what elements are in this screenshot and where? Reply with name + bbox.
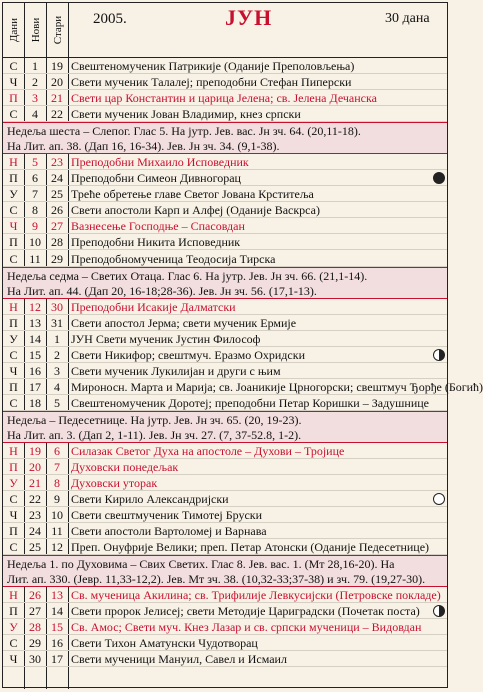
- day-row: [3, 539, 447, 555]
- new-style-label: Нови: [29, 17, 42, 43]
- old-style-date: 31: [51, 315, 63, 330]
- old-style-column-header: [47, 3, 69, 57]
- day-row: [3, 459, 447, 475]
- new-style-date: 6: [32, 171, 38, 186]
- weekday-letter: С: [9, 347, 18, 362]
- weekday-letter: С: [9, 251, 18, 266]
- weekday-letter: Ч: [9, 219, 18, 234]
- old-style-date: 2: [54, 347, 60, 362]
- saint-text: Свети мученици Мануил, Савел и Исмаил: [71, 652, 287, 667]
- old-style-date: 21: [51, 91, 63, 106]
- day-row: [3, 379, 483, 395]
- new-style-date: 2: [32, 75, 38, 90]
- day-row: [3, 315, 447, 331]
- day-row: [3, 491, 447, 507]
- old-style-date: 20: [51, 75, 63, 90]
- day-row: [3, 443, 447, 459]
- saint-text: Духовски уторак: [71, 476, 158, 490]
- weekday-letter: Ч: [9, 652, 18, 667]
- weekday-letter: С: [9, 395, 18, 410]
- weekday-letter: У: [9, 187, 18, 202]
- old-style-date: 27: [51, 219, 63, 234]
- day-row: [3, 603, 447, 619]
- new-style-column-header: [25, 3, 47, 57]
- new-style-date: 10: [29, 235, 41, 250]
- moon-phase-icon: [433, 172, 445, 184]
- old-style-date: 12: [51, 540, 63, 555]
- weekday-letter: П: [9, 171, 18, 186]
- week-reading-line: На Лит. ап. 38. (Дап 16, 16-34). Јев. Јн зч. 34. (9,1-38).: [7, 139, 280, 154]
- week-reading-line: На Лит. ап. 44. (Дап 20, 16-18;28-36). Јев. Јн зч. 56. (17,1-13).: [7, 283, 317, 298]
- saint-text: Мироносн. Марта и Марија; св. Јоаникије Црногорски; свештмуч Ђорђе (Богић): [71, 379, 483, 394]
- new-style-date: 15: [29, 347, 41, 362]
- weekday-letter: Н: [9, 443, 18, 458]
- old-style-date: 11: [51, 524, 63, 539]
- day-row: [3, 234, 447, 250]
- saint-text: Свети Никифор; свештмуч. Еразмо Охридски: [71, 347, 305, 362]
- old-style-date: 8: [54, 476, 60, 490]
- days-count: 30 дана: [385, 11, 430, 26]
- saint-text: Свештеномученик Патрикије (Оданије Преполовљења): [71, 59, 355, 73]
- new-style-date: 13: [29, 315, 41, 330]
- day-row: [3, 347, 447, 363]
- weekday-letter: У: [9, 476, 18, 490]
- saint-text: Свети свештмученик Тимотеј Бруски: [71, 508, 263, 523]
- weekday-letter: У: [9, 620, 18, 635]
- saint-text: Свети Тихон Аматунски Чудотворац: [71, 636, 258, 651]
- new-style-date: 30: [29, 652, 41, 667]
- saint-text: Преподобни Исакије Далматски: [71, 299, 236, 314]
- old-style-date: 1: [54, 331, 60, 346]
- new-style-date: 9: [32, 219, 38, 234]
- saint-text: Свети мученик Јован Владимир, кнез српски: [71, 107, 301, 122]
- saint-text: Свети апостоли Карп и Алфеј (Оданије Васкрса): [71, 203, 320, 218]
- day-row: [3, 299, 447, 315]
- old-style-date: 9: [54, 492, 60, 507]
- moon-phase-icon: [433, 349, 445, 361]
- day-row: [3, 619, 447, 635]
- new-style-date: 12: [29, 299, 41, 314]
- old-style-date: 16: [51, 636, 63, 651]
- month-title: ЈУН: [225, 5, 273, 30]
- saint-text: Свети пророк Јелисеј; свети Методије Цариградски (Почетак поста): [71, 604, 420, 619]
- day-row: [3, 106, 447, 122]
- new-style-date: 14: [29, 331, 41, 346]
- old-style-date: 14: [51, 604, 63, 619]
- week-reading-band: [3, 267, 447, 299]
- saint-text: Вазнесење Господње – Спасовдан: [71, 219, 245, 234]
- new-style-date: 27: [29, 604, 41, 619]
- day-row: [3, 90, 447, 106]
- new-style-date: 25: [29, 540, 41, 555]
- day-row: [3, 331, 447, 347]
- calendar-page: [2, 2, 483, 688]
- weekday-letter: П: [9, 379, 18, 394]
- saint-text: Св. Амос; Свети муч. Кнез Лазар и св. српски мученици – Видовдан: [71, 620, 422, 635]
- saint-text: Преподобни Михаило Исповедник: [71, 155, 249, 170]
- old-style-date: 30: [51, 299, 63, 314]
- days-column-header: [3, 3, 25, 57]
- saint-text: Св. мученица Акилина; св. Трифилије Левкусијски (Петровске покладе): [71, 588, 441, 603]
- new-style-date: 24: [29, 524, 41, 539]
- old-style-date: 25: [51, 187, 63, 202]
- saint-text: Духовски понедељак: [71, 459, 179, 474]
- saint-text: Преподобномученица Теодосија Тирска: [71, 251, 276, 266]
- weekday-letter: С: [9, 492, 18, 507]
- weekday-letter: П: [9, 459, 18, 474]
- old-style-date: 19: [51, 59, 63, 73]
- saint-text: Свети Кирило Александријски: [71, 492, 229, 507]
- new-style-date: 7: [32, 187, 38, 202]
- day-row: [3, 651, 447, 667]
- old-style-date: 6: [54, 443, 60, 458]
- day-row: [3, 186, 447, 202]
- week-reading-line: Недеља 1. по Духовима – Свих Светих. Глас 8. Јев. вас. 1. (Мт 28,16-20). На: [7, 557, 395, 572]
- weekday-letter: Ч: [9, 508, 18, 523]
- weekday-letter: П: [9, 604, 18, 619]
- week-reading-line: Недеља шеста – Слепог. Глас 5. На јутр. Јев. вас. Јн зч. 64. (20,11-18).: [7, 124, 361, 139]
- weekday-letter: С: [9, 540, 18, 555]
- weekday-letter: Ч: [9, 75, 18, 90]
- old-style-date: 4: [54, 379, 60, 394]
- day-row: [3, 154, 447, 170]
- old-style-date: 7: [54, 459, 60, 474]
- saint-text: Свети мученик Талалеј; преподобни Стефан Пиперски: [71, 75, 352, 90]
- day-row: [3, 218, 447, 234]
- weekday-letter: П: [9, 235, 18, 250]
- old-style-label: Стари: [51, 15, 64, 45]
- old-style-date: 26: [51, 203, 63, 218]
- old-style-date: 24: [51, 171, 63, 186]
- new-style-date: 3: [32, 91, 38, 106]
- weekday-letter: Н: [9, 588, 18, 603]
- old-style-date: 13: [51, 588, 63, 603]
- weekday-letter: С: [9, 203, 18, 218]
- new-style-date: 16: [29, 363, 41, 378]
- weekday-letter: С: [9, 59, 18, 73]
- day-row: [3, 74, 447, 90]
- new-style-date: 5: [32, 155, 38, 170]
- old-style-date: 17: [51, 652, 63, 667]
- saint-text: Треће обретење главе Светог Јована Крститеља: [71, 187, 314, 202]
- week-reading-band: [3, 122, 447, 154]
- saint-text: Преподобни Симеон Дивногорац: [71, 171, 241, 186]
- old-style-date: 28: [51, 235, 63, 250]
- new-style-date: 20: [29, 459, 41, 474]
- weekday-letter: П: [9, 315, 18, 330]
- new-style-date: 22: [29, 492, 41, 507]
- weekday-letter: С: [9, 636, 18, 651]
- old-style-date: 22: [51, 107, 63, 122]
- new-style-date: 18: [29, 395, 41, 410]
- week-reading-band: [3, 555, 447, 587]
- old-style-date: 10: [51, 508, 63, 523]
- day-row: [3, 395, 447, 411]
- saint-text: Свети цар Константин и царица Јелена; св. Јелена Дечанска: [71, 91, 377, 106]
- days-label: Дани: [7, 17, 20, 43]
- day-row: [3, 251, 447, 267]
- weekday-letter: П: [9, 91, 18, 106]
- moon-phase-icon: [433, 605, 445, 617]
- old-style-date: 29: [51, 251, 63, 266]
- weekday-letter: Н: [9, 155, 18, 170]
- saint-text: Силазак Светог Духа на апостоле – Духови – Тројице: [71, 443, 345, 458]
- weekday-letter: Н: [9, 299, 18, 314]
- week-reading-line: Недеља седма – Светих Отаца. Глас 6. На јутр. Јев. Јн зч. 66. (21,1-14).: [7, 268, 368, 283]
- day-row: [3, 363, 447, 379]
- new-style-date: 4: [32, 107, 38, 122]
- week-reading-line: Недеља – Педесетнице. На јутр. Јев. Јн зч. 65. (20, 19-23).: [7, 412, 302, 427]
- weekday-letter: С: [9, 107, 18, 122]
- saint-text: Свети апостоли Вартоломеј и Варнава: [71, 524, 267, 539]
- moon-phase-icon: [433, 493, 445, 505]
- new-style-date: 11: [29, 251, 41, 266]
- old-style-date: 3: [54, 363, 60, 378]
- saint-text: Преподобни Никита Исповедник: [71, 235, 241, 250]
- old-style-date: 23: [51, 155, 63, 170]
- week-reading-line: На Лит. ап. 3. (Дап 2, 1-11). Јев. Јн зч. 27. (7, 37-52.8, 1-2).: [7, 427, 302, 442]
- week-reading-band: [3, 411, 447, 443]
- weekday-letter: У: [9, 331, 18, 346]
- new-style-date: 26: [29, 588, 41, 603]
- week-reading-line: Лит. ап. 330. (Јевр. 11,33-12,2). Јев. Мт зч. 38. (10,32-33;37-38) и зч. 79. (19,27-30).: [7, 572, 426, 587]
- day-row: [3, 170, 447, 186]
- new-style-date: 23: [29, 508, 41, 523]
- saint-text: Преп. Онуфрије Велики; преп. Петар Атонски (Оданије Педесетнице): [71, 540, 430, 555]
- day-row: [3, 507, 447, 523]
- weekday-letter: П: [9, 524, 18, 539]
- saint-text: Свети мученик Лукилијан и други с њим: [71, 363, 281, 378]
- saint-text: Свети апостол Јерма; свети мученик Ермије: [71, 315, 297, 330]
- day-row: [3, 635, 447, 651]
- saint-text: ЈУН Свети мученик Јустин Философ: [71, 331, 261, 346]
- new-style-date: 8: [32, 203, 38, 218]
- day-row: [3, 475, 447, 491]
- day-row: [3, 523, 447, 539]
- new-style-date: 28: [29, 620, 41, 635]
- new-style-date: 19: [29, 443, 41, 458]
- new-style-date: 29: [29, 636, 41, 651]
- day-row: [3, 202, 447, 218]
- weekday-letter: Ч: [9, 363, 18, 378]
- new-style-date: 17: [29, 379, 41, 394]
- year-label: 2005.: [93, 11, 127, 27]
- new-style-date: 21: [29, 476, 41, 490]
- day-row: [3, 587, 447, 603]
- old-style-date: 15: [51, 620, 63, 635]
- old-style-date: 5: [54, 395, 60, 410]
- saint-text: Свештеномученик Доротеј; преподобни Петар Коришки – Задушнице: [71, 395, 430, 410]
- new-style-date: 1: [32, 59, 38, 73]
- calendar-header: [3, 3, 447, 58]
- day-row: [3, 58, 447, 74]
